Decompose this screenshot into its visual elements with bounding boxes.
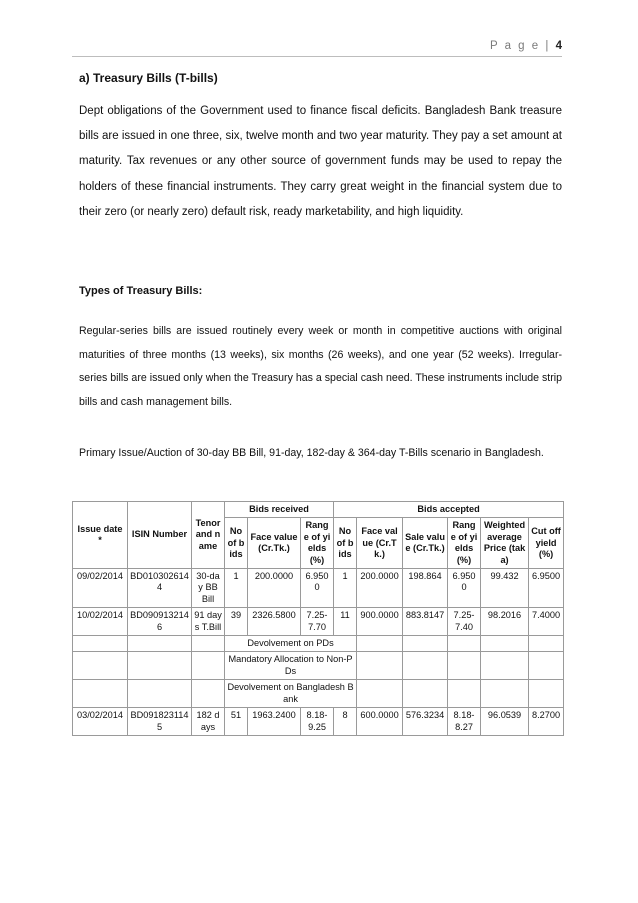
col-received-range: Range of yields (%) [301,518,334,569]
cell-isin: BD0909132146 [128,608,192,636]
cell-received-no: 51 [225,708,248,736]
intro-paragraph: Dept obligations of the Government used to finance fiscal deficits. Bangladesh Bank treasure bills are issued in one three, six, twelve month and two year maturity. They pay a set amount at maturity. Tax revenues or any other source of government funds may be used to repay the holders of these financial instruments. They carry great weight in the financial system due to their zero (or nearly zero) default risk, ready marketability, and high liquidity. [79,105,562,218]
cell-isin: BD0918231145 [128,708,192,736]
col-received-no: No of bids [225,518,248,569]
cell-accepted-no: 11 [334,608,357,636]
note-row [73,636,564,652]
cell-received-face: 1963.2400 [248,708,301,736]
cell-weighted-price: 99.432 [481,569,529,608]
cell-accepted-range: 8.18-8.27 [448,708,481,736]
page-separator: | [545,40,551,52]
cell-accepted-sale: 576.3234 [403,708,448,736]
cell-accepted-range: 6.9500 [448,569,481,608]
col-accepted-face: Face value (Cr.Tk.) [357,518,403,569]
types-title: Types of Treasury Bills: [79,285,203,297]
table-row [73,569,564,608]
cell-tenor: 91 days T.Bill [192,608,225,636]
cell-received-no: 39 [225,608,248,636]
cell-cutoff: 8.2700 [529,708,564,736]
cell-accepted-face: 200.0000 [357,569,403,608]
page-number: 4 [555,40,562,52]
cell-issue-date: 10/02/2014 [73,608,128,636]
cell-cutoff: 6.9500 [529,569,564,608]
table-row [73,608,564,636]
cell-weighted-price: 96.0539 [481,708,529,736]
cell-received-range: 7.25-7.70 [301,608,334,636]
col-received-face: Face value (Cr.Tk.) [248,518,301,569]
cell-tenor: 182 days [192,708,225,736]
cell-issue-date: 09/02/2014 [73,569,128,608]
page-header [72,40,562,52]
cell-accepted-face: 900.0000 [357,608,403,636]
cell-accepted-sale: 883.8147 [403,608,448,636]
primary-issue-paragraph: Primary Issue/Auction of 30-day BB Bill, 91-day, 182-day & 364-day T-Bills scenario in Bangladesh. [79,447,544,459]
col-issue-date: Issue date * [73,502,128,569]
cell-tenor: 30-day BB Bill [192,569,225,608]
cell-received-face: 200.0000 [248,569,301,608]
note-devolvement-pds: Devolvement on PDs [225,636,357,652]
tbills-auction-table [72,501,564,736]
note-devolvement-bb: Devolvement on Bangladesh Bank [225,680,357,708]
note-row [73,680,564,708]
cell-received-range: 6.9500 [301,569,334,608]
cell-accepted-no: 8 [334,708,357,736]
cell-received-no: 1 [225,569,248,608]
col-accepted-sale: Sale value (Cr.Tk.) [403,518,448,569]
cell-accepted-sale: 198.864 [403,569,448,608]
cell-weighted-price: 98.2016 [481,608,529,636]
note-mandatory-allocation: Mandatory Allocation to Non-PDs [225,652,357,680]
section-title: a) Treasury Bills (T-bills) [79,71,218,85]
cell-accepted-range: 7.25-7.40 [448,608,481,636]
col-weighted-price: Weighted average Price (taka) [481,518,529,569]
cell-cutoff: 7.4000 [529,608,564,636]
types-paragraph: Regular-series bills are issued routinely every week or month in competitive auctions with original maturities of three months (13 weeks), six months (26 weeks), and one year (52 weeks). Irregular-series bills are issued only when the Treasury has a special cash need. These instruments include strip bills and cash management bills. [79,325,562,408]
cell-accepted-no: 1 [334,569,357,608]
page-word: P a g e [489,40,541,52]
group-header-row [73,502,564,518]
group-bids-accepted: Bids accepted [334,502,564,518]
col-cutoff: Cut off yield (%) [529,518,564,569]
col-tenor: Tenor and name [192,502,225,569]
cell-issue-date: 03/02/2014 [73,708,128,736]
header-rule [72,56,562,57]
group-bids-received: Bids received [225,502,334,518]
col-accepted-no: No of bids [334,518,357,569]
cell-received-face: 2326.5800 [248,608,301,636]
cell-accepted-face: 600.0000 [357,708,403,736]
note-row [73,652,564,680]
table-row [73,708,564,736]
col-isin: ISIN Number [128,502,192,569]
cell-received-range: 8.18-9.25 [301,708,334,736]
col-accepted-range: Range of yields (%) [448,518,481,569]
cell-isin: BD0103026144 [128,569,192,608]
